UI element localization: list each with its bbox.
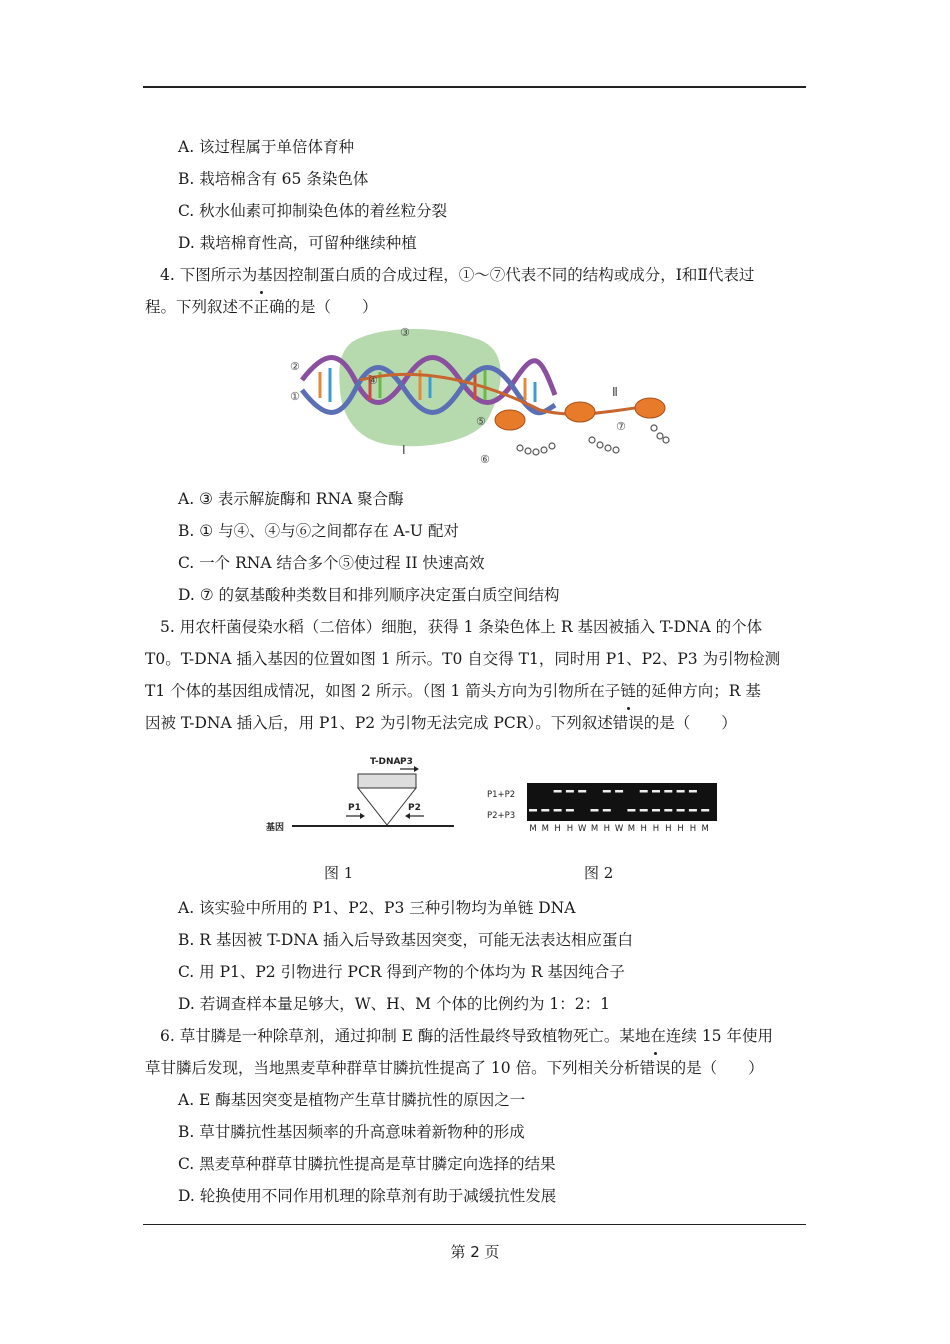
q6-option-b: B. 草甘膦抗性基因频率的升高意味着新物种的形成 <box>178 1123 525 1141</box>
gel-band-p1p2 <box>615 790 623 793</box>
gel-band-p2p3 <box>677 809 685 812</box>
q4-stem-line2: 程。下列叙述不正确的是（ ） <box>145 298 378 316</box>
label-5: ⑤ <box>476 415 486 428</box>
gel-lane-label: H <box>689 824 697 834</box>
gel-band-p2p3 <box>554 809 562 812</box>
gel-band-p1p2 <box>664 790 672 793</box>
q5-stem-line1: 5. 用农杆菌侵染水稻（二倍体）细胞，获得 1 条染色体上 R 基因被插入 T-DNA 的个体 <box>160 618 763 636</box>
gel-lane-label: H <box>554 824 561 834</box>
label-roman-2: Ⅱ <box>612 385 618 399</box>
fig1-tdna-label: T-DNA <box>370 757 401 767</box>
page-number: 第 2 页 <box>450 1243 500 1261</box>
label-3: ③ <box>400 326 410 339</box>
figure-1-tdna-insertion <box>262 752 462 842</box>
q3-option-c: C. 秋水仙素可抑制染色体的着丝粒分裂 <box>178 202 448 220</box>
figure-2-caption: 图 2 <box>584 864 614 882</box>
q5-emphasis: 错误 <box>612 714 644 732</box>
gel-band-p1p2 <box>677 790 685 793</box>
gel-lane-label: W <box>614 824 624 834</box>
gel-band-p1p2 <box>554 790 562 793</box>
q4-option-a: A. ③ 表示解旋酶和 RNA 聚合酶 <box>178 490 404 508</box>
gel-band-p2p3 <box>603 809 611 812</box>
q5-option-d: D. 若调查样本量足够大，W、H、M 个体的比例约为 1：2：1 <box>178 995 610 1013</box>
fig1-p3-label: P3 <box>400 757 413 767</box>
q6-emphasis: 错误 <box>639 1059 671 1077</box>
gel-band-p1p2 <box>640 790 648 793</box>
q6-stem-line2: 草甘膦后发现，当地黑麦草种群草甘膦抗性提高了 10 倍。下列相关分析错误的是（ ） <box>145 1059 764 1077</box>
gel-band-p2p3 <box>664 809 672 812</box>
q5-option-b: B. R 基因被 T-DNA 插入后导致基因突变，可能无法表达相应蛋白 <box>178 931 633 949</box>
gel-lane-label: M <box>590 824 599 834</box>
fig2-row2-label: P2+P3 <box>487 811 516 821</box>
p2-arrow-icon <box>405 813 410 819</box>
gel-lane-label: H <box>640 824 647 834</box>
gel-band-p2p3 <box>640 809 648 812</box>
gel-band-p2p3 <box>529 809 537 812</box>
figure-2-gel <box>485 775 720 835</box>
q3-option-d: D. 栽培棉育性高，可留种继续种植 <box>178 234 417 252</box>
footer-rule <box>143 1224 806 1225</box>
gel-lane-label: H <box>677 824 684 834</box>
gene-expression-figure <box>280 320 700 470</box>
q4-option-d: D. ⑦ 的氨基酸种类数目和排列顺序决定蛋白质空间结构 <box>178 586 560 604</box>
label-4: ④ <box>368 374 378 387</box>
label-1: ① <box>290 390 300 403</box>
gel-band-p1p2 <box>566 790 574 793</box>
gel-band-p1p2 <box>578 790 586 793</box>
gel-band-p2p3 <box>627 809 635 812</box>
p1-arrow-icon <box>360 813 365 819</box>
q6-option-d: D. 轮换使用不同作用机理的除草剂有助于减缓抗性发展 <box>178 1187 557 1205</box>
fig2-row1-label: P1+P2 <box>487 790 516 800</box>
gel-lane-label: M <box>541 824 549 834</box>
q3-option-b: B. 栽培棉含有 65 条染色体 <box>178 170 369 188</box>
q6-option-c: C. 黑麦草种群草甘膦抗性提高是草甘膦定向选择的结果 <box>178 1155 556 1173</box>
gel-band-p2p3 <box>701 809 709 812</box>
q4-stem-line1: 4. 下图所示为基因控制蛋白质的合成过程，①～⑦代表不同的结构或成分，Ⅰ和Ⅱ代表过 <box>160 266 755 284</box>
fig1-p1-label: P1 <box>348 803 361 813</box>
gel-lane-label: H <box>652 824 660 834</box>
q5-stem-line4: 因被 T-DNA 插入后，用 P1、P2 为引物无法完成 PCR）。下列叙述错误的是（ ） <box>145 714 737 732</box>
q3-option-a: A. 该过程属于单倍体育种 <box>178 138 355 156</box>
q6-option-a: A. E 酶基因突变是植物产生草甘膦抗性的原因之一 <box>178 1091 526 1109</box>
q5-stem-line3: T1 个体的基因组成情况，如图 2 所示。（图 1 箭头方向为引物所在子链的延伸方向；R 基 <box>145 682 761 700</box>
gel-lane-label: W <box>577 824 587 834</box>
label-6: ⑥ <box>480 453 490 466</box>
gel-band-p2p3 <box>591 809 599 812</box>
gel-lane-label: H <box>603 824 611 834</box>
header-rule <box>143 86 806 88</box>
gel-band-p2p3 <box>566 809 574 812</box>
q4-option-b: B. ① 与④、④与⑥之间都存在 A-U 配对 <box>178 522 459 540</box>
q6-stem-line1: 6. 草甘膦是一种除草剂，通过抑制 E 酶的活性最终导致植物死亡。某地在连续 15 年使用 <box>160 1027 773 1045</box>
gel-lane-label: H <box>566 824 574 834</box>
fig1-p2-label: P2 <box>408 803 421 813</box>
gel-band-p2p3 <box>652 809 660 812</box>
label-2: ② <box>290 360 300 373</box>
gel-band-p1p2 <box>652 790 660 793</box>
gel-lane-label: M <box>701 824 709 834</box>
label-7: ⑦ <box>616 420 626 433</box>
gel-band-p1p2 <box>689 790 697 793</box>
q5-option-a: A. 该实验中所用的 P1、P2、P3 三种引物均为单链 DNA <box>178 899 576 917</box>
q5-option-c: C. 用 P1、P2 引物进行 PCR 得到产物的个体均为 R 基因纯合子 <box>178 963 625 981</box>
gel-band-p2p3 <box>689 809 697 812</box>
gel-lane-label: M <box>529 824 537 834</box>
gel-band-p2p3 <box>541 809 549 812</box>
gel-lane-label: H <box>665 824 672 834</box>
gel-lane-label: M <box>627 824 636 834</box>
q4-emphasis: 不正确 <box>238 298 285 316</box>
p3-arrow-icon <box>414 766 419 772</box>
figure-1-caption: 图 1 <box>324 864 354 882</box>
label-roman-1: Ⅰ <box>402 443 406 457</box>
q4-option-c: C. 一个 RNA 结合多个⑤使过程 II 快速高效 <box>178 554 485 572</box>
q5-stem-line2: T0。T-DNA 插入基因的位置如图 1 所示。T0 自交得 T1，同时用 P1、P2、P3 为引物检测 <box>145 650 781 668</box>
gel-band-p1p2 <box>603 790 611 793</box>
fig1-gene-label: 基因 <box>266 823 285 833</box>
